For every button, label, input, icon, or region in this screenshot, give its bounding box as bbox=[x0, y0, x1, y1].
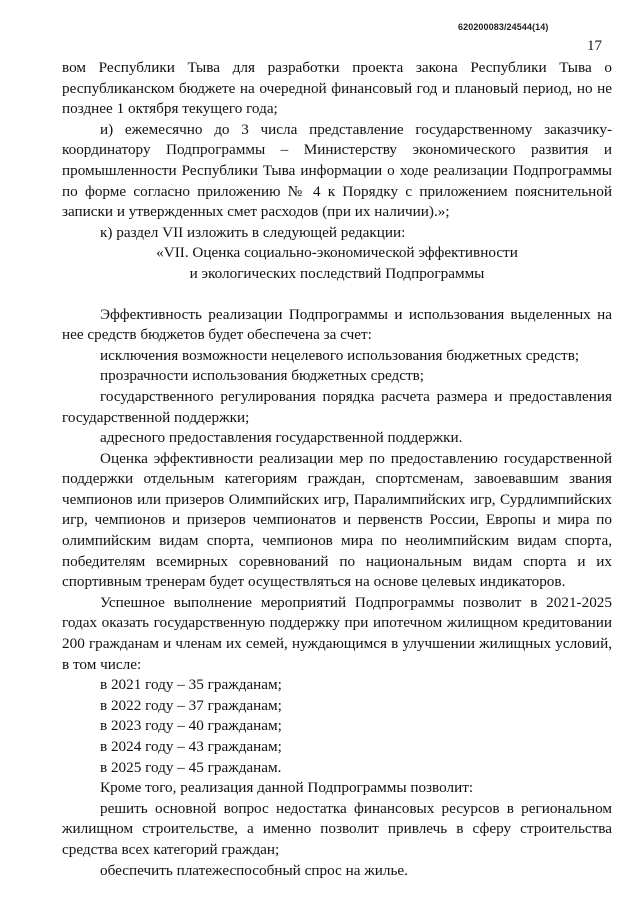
list-item-transparency: прозрачности использования бюджетных средств; bbox=[100, 367, 425, 385]
section-heading-line-2: и экологических последствий Подпрограммы bbox=[189, 264, 485, 282]
year-item-2022: в 2022 году – 37 гражданам; bbox=[100, 696, 282, 714]
list-item-targeted: адресного предоставления государственной поддержки. bbox=[100, 429, 463, 447]
list-item-regulation: государственного регулирования порядка расчета размера и предоставления государственной поддержки; bbox=[62, 387, 612, 426]
page-number: 17 bbox=[587, 38, 602, 54]
list-item-exclusion: исключения возможности нецелевого использования бюджетных средств; bbox=[100, 346, 580, 364]
paragraph-efficiency: Эффективность реализации Подпрограммы и использования выделенных на нее средств бюджетов будет обеспечена за счет: bbox=[62, 305, 612, 344]
paragraph-financing: решить основной вопрос недостатка финансовых ресурсов в региональном жилищном строительстве, а именно позволит привлечь в сферу строительства средства всех категорий граждан; bbox=[62, 799, 612, 858]
paragraph-assessment: Оценка эффективности реализации мер по предоставлению государственной поддержки отдельным категориям граждан, спортсменам, завоевавшим звания чемпионов или призеров Олимпийских игр, Паралимпийских игр, Сурдлимпийских игр, чемпионов и призеров чемпионатов и первенств России, Европы и мира по олимпийским видам спорта, чемпионов мира по неолимпийским видам спорта, победителям всемирных соревнований по национальным видам спорта и их спортивным тренерам будет осуществляться на основе целевых индикаторов. bbox=[62, 449, 612, 591]
year-item-2023: в 2023 году – 40 гражданам; bbox=[100, 717, 282, 735]
page-body bbox=[62, 58, 612, 881]
paragraph-demand: обеспечить платежеспособный спрос на жилье. bbox=[100, 861, 408, 879]
blank-line bbox=[62, 285, 612, 305]
year-item-2021: в 2021 году – 35 гражданам; bbox=[100, 676, 282, 694]
year-item-2025: в 2025 году – 45 гражданам. bbox=[100, 758, 282, 776]
section-heading-line-1: «VII. Оценка социально-экономической эффективности bbox=[156, 244, 518, 262]
paragraph-continuation: вом Республики Тыва для разработки проекта закона Республики Тыва о республиканском бюджете на очередной финансовый год и плановый период, но не позднее 1 октября текущего года; bbox=[62, 59, 612, 118]
paragraph-outcome: Успешное выполнение мероприятий Подпрограммы позволит в 2021-2025 годах оказать государственную поддержку при ипотечном жилищном кредитовании 200 гражданам и членам их семей, нуждающимся в улучшении жилищных условий, в том числе: bbox=[62, 593, 612, 673]
paragraph-item-k: к) раздел VII изложить в следующей редакции: bbox=[100, 223, 406, 241]
paragraph-additionally: Кроме того, реализация данной Подпрограммы позволит: bbox=[100, 779, 474, 797]
document-id: 620200083/24544(14) bbox=[458, 22, 549, 32]
paragraph-item-i: и) ежемесячно до 3 числа представление государственному заказчику-координатору Подпрограммы – Министерству экономического развития и промышленности Республики Тыва информации о ходе реализации Подпрограммы по форме согласно приложению № 4 к Порядку с приложением пояснительной записки и утвержденных смет расходов (при их наличии).»; bbox=[62, 120, 612, 221]
year-item-2024: в 2024 году – 43 гражданам; bbox=[100, 738, 282, 755]
